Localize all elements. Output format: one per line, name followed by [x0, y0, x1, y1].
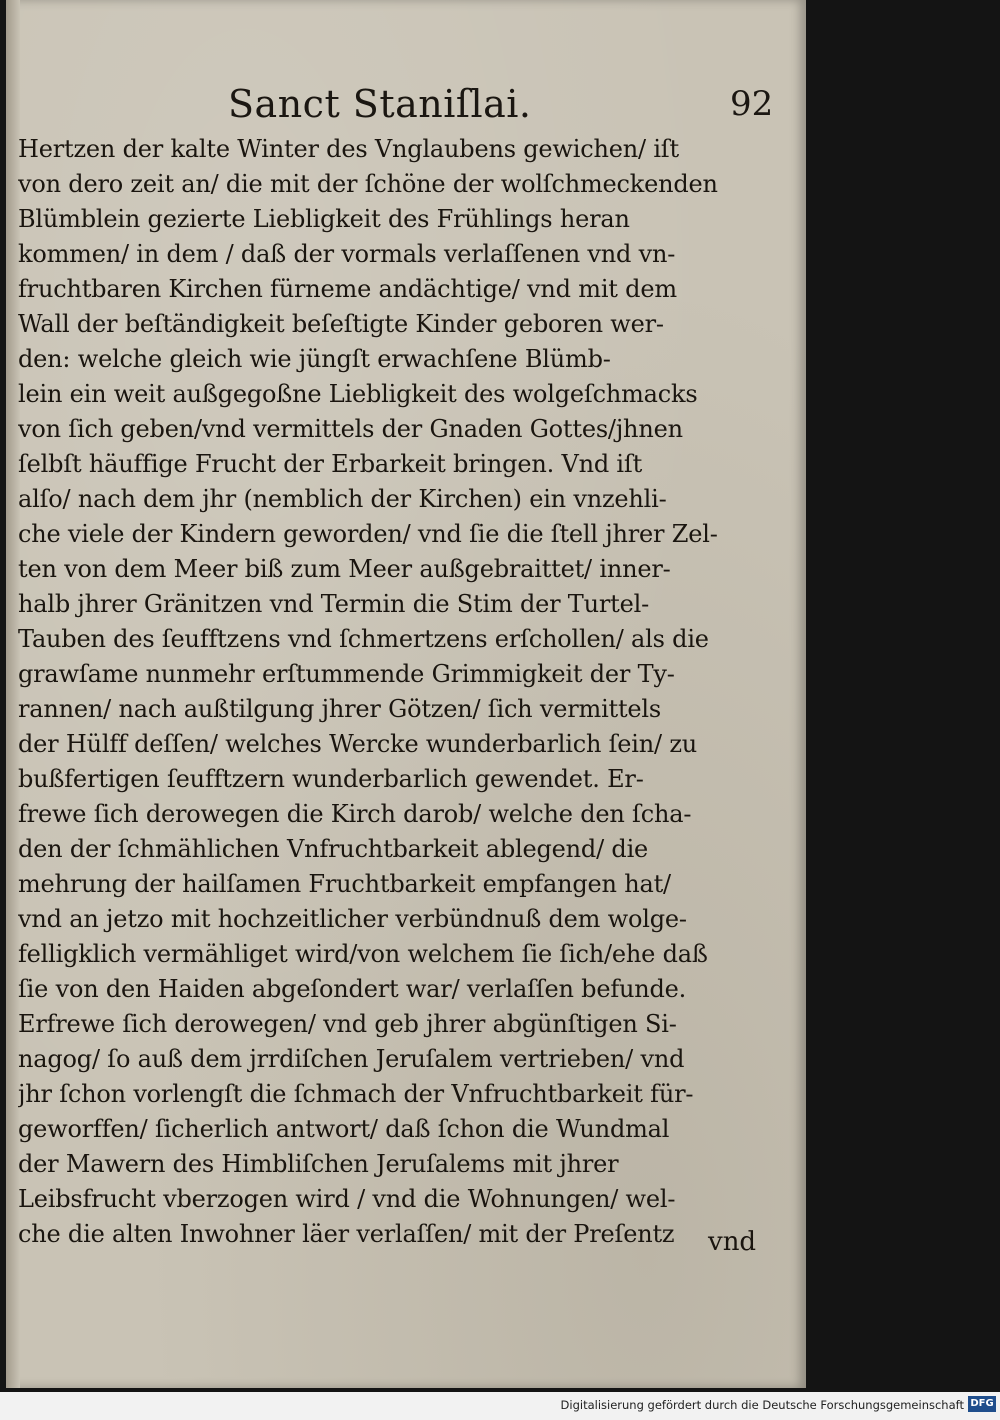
text-line: den der ſchmählichen Vnfruchtbarkeit ablegend/ die: [18, 835, 649, 863]
text-line: Leibsfrucht vberzogen wird / vnd die Wohnungen/ wel-: [18, 1185, 676, 1213]
text-line: alſo/ nach dem jhr (nemblich der Kirchen) ein vnzehli-: [18, 485, 667, 513]
text-line: der Mawern des Himbliſchen Jeruſalems mit jhrer: [18, 1150, 619, 1178]
text-line: grawſame nunmehr erſtummende Grimmigkeit der Ty-: [18, 660, 675, 688]
text-line: von ſich geben/vnd vermittels der Gnaden Gottes/jhnen: [18, 415, 683, 443]
text-line: kommen/ in dem / daß der vormals verlaſſenen vnd vn-: [18, 240, 676, 268]
text-line: che viele der Kindern geworden/ vnd ſie die ſtell jhrer Zel-: [18, 520, 718, 548]
running-head: Sanct Staniſlai.: [228, 82, 532, 126]
text-line: Blümblein gezierte Liebligkeit des Frühlings heran: [18, 205, 630, 233]
text-line: rannen/ nach außtilgung jhrer Götzen/ ſich vermittels: [18, 695, 662, 723]
body-text: [18, 132, 788, 1252]
footer-bar: [0, 1392, 1000, 1420]
funding-credit: Digitalisierung gefördert durch die Deutsche Forschungsgemeinschaft: [560, 1398, 964, 1412]
text-line: ſie von den Haiden abgeſondert war/ verlaſſen befunde.: [18, 975, 687, 1003]
text-line: frewe ſich derowegen die Kirch darob/ welche den ſcha-: [18, 800, 692, 828]
text-line: fruchtbaren Kirchen fürneme andächtige/ vnd mit dem: [18, 275, 677, 303]
book-page: [6, 0, 806, 1388]
text-line: Wall der beſtändigkeit beſeſtigte Kinder geboren wer-: [18, 310, 664, 338]
text-line: che die alten Inwohner läer verlaſſen/ mit der Preſentz: [18, 1220, 675, 1248]
text-line: von dero zeit an/ die mit der ſchöne der wolſchmeckenden: [18, 170, 718, 198]
text-line: vnd an jetzo mit hochzeitlicher verbündnuß dem wolge-: [18, 905, 687, 933]
text-line: jhr ſchon vorlengſt die ſchmach der Vnfruchtbarkeit für-: [18, 1080, 694, 1108]
text-line: halb jhrer Gränitzen vnd Termin die Stim der Turtel-: [18, 590, 649, 618]
text-line: mehrung der hailſamen Fruchtbarkeit empfangen hat/: [18, 870, 671, 898]
text-line: ten von dem Meer biß zum Meer außgebraittet/ inner-: [18, 555, 671, 583]
text-line: Hertzen der kalte Winter des Vnglaubens gewichen/ iſt: [18, 135, 679, 163]
catchword: vnd: [708, 1227, 757, 1257]
text-line: lein ein weit außgegoßne Liebligkeit des wolgeſchmacks: [18, 380, 698, 408]
text-line: geworffen/ ſicherlich antwort/ daß ſchon die Wundmal: [18, 1115, 670, 1143]
dfg-logo-icon: DFG: [968, 1396, 996, 1412]
page-number: 92: [730, 84, 774, 124]
text-line: den: welche gleich wie jüngſt erwachſene Blümb-: [18, 345, 611, 373]
text-line: ſelbſt häuffige Frucht der Erbarkeit bringen. Vnd iſt: [18, 450, 643, 478]
text-line: Tauben des ſeufftzens vnd ſchmertzens erſchollen/ als die: [18, 625, 709, 653]
text-line: der Hülff deſſen/ welches Wercke wunderbarlich ſein/ zu: [18, 730, 698, 758]
text-line: felligklich vermähliget wird/von welchem ſie ſich/ehe daß: [18, 940, 708, 968]
text-line: bußfertigen ſeufftzern wunderbarlich gewendet. Er-: [18, 765, 644, 793]
text-line: nagog/ ſo auß dem jrrdiſchen Jeruſalem vertrieben/ vnd: [18, 1045, 685, 1073]
text-line: Erfrewe ſich derowegen/ vnd geb jhrer abgünſtigen Si-: [18, 1010, 677, 1038]
